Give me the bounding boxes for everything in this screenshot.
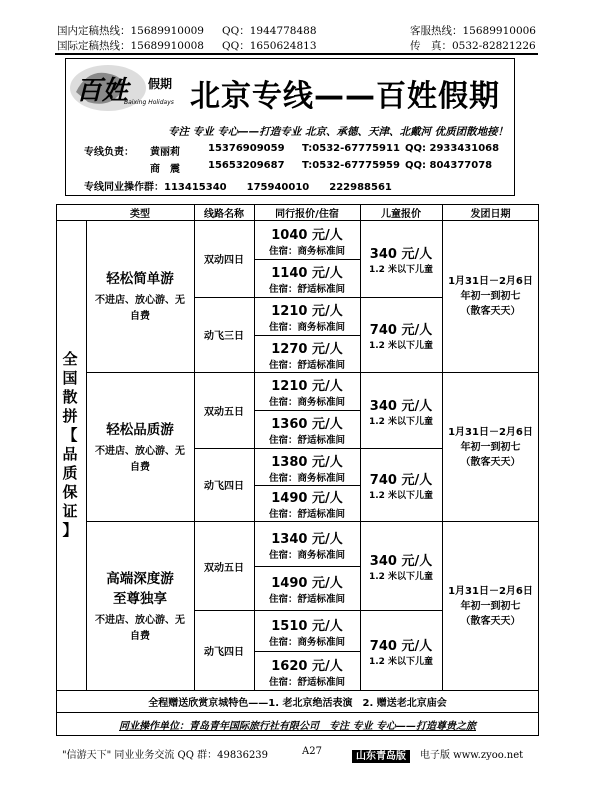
date-note: （散客天天） [460,456,521,468]
page-number: A27 [302,746,322,757]
group-cell [86,373,194,521]
child-price: 740 元/人 [369,472,433,488]
contact-qq: QQ: 804377078 [405,160,493,171]
th-route: 线路名称 [204,208,244,220]
child-note: 1.2 米以下儿童 [368,264,434,275]
price-value: 1620 元/人 [271,658,343,674]
group-cell [86,220,194,372]
slogan: 专注 专业 专心——打造专业 北京、承德、天津、北戴河 优质团散地接！ [168,126,509,138]
price-cell [254,221,360,259]
room-type: 住宿：商务标准间 [268,636,345,648]
price-value: 1210 元/人 [271,304,343,319]
edition-badge [352,744,410,763]
group-sub: 不进店、放心游、无自费 [95,615,185,642]
price-cell [254,652,360,690]
price-value: 1380 元/人 [271,454,343,470]
child-note: 1.2 米以下儿童 [368,656,434,667]
logo-text: 假期 [148,77,173,91]
th-price: 同行报价/住宿 [275,208,339,220]
contact-tel: T:0532-67775959 [302,160,400,171]
room-type: 住宿：舒适标准间 [268,509,345,520]
room-type: 住宿：商务标准间 [268,245,345,257]
child-cell [360,611,442,690]
route-name: 双动四日 [204,255,244,266]
edition-badge-text: 山东青岛版 [352,750,410,763]
price-value: 1270 元/人 [271,341,343,357]
price-value: 1040 元/人 [271,227,343,243]
side-label: 全 国 散 拼 【 品 质 保 证 】 [62,350,78,539]
date-desc: 年初一到初七 [460,441,521,453]
price-cell [254,411,360,448]
international-hotline: 国际定稿热线：15689910008 [57,40,204,52]
service-hotline: 客服热线：15689910006 [410,25,536,37]
date-cell [442,373,539,521]
child-price: 740 元/人 [369,322,433,338]
date-range: 1月31日－2月6日 [448,275,533,287]
website-info: 电子版 www.zyoo.net [420,750,524,761]
child-note: 1.2 米以下儿童 [368,416,434,427]
price-value: 1360 元/人 [271,417,343,432]
price-value: 1340 元/人 [271,531,343,547]
price-value: 1490 元/人 [271,491,343,506]
date-cell [442,220,539,372]
child-cell [360,297,442,372]
route-name: 动飞四日 [204,647,244,658]
group-name-2: 至尊独享 [113,591,167,607]
group-name: 轻松品质游 [106,422,174,438]
room-type: 住宿：商务标准间 [268,397,345,408]
route-name: 动飞四日 [204,481,244,492]
child-note: 1.2 米以下儿童 [368,490,434,501]
brand-logo [68,62,186,114]
child-price: 340 元/人 [369,246,433,262]
header-rule [55,53,538,55]
price-value: 1510 元/人 [271,618,343,634]
price-cell [254,522,360,566]
date-range: 1月31日－2月6日 [448,585,533,597]
route-name: 双动五日 [204,562,244,574]
date-range: 1月31日－2月6日 [448,426,533,438]
date-cell [442,522,539,690]
group-sub: 不进店、放心游、无自费 [95,446,185,473]
child-price: 340 元/人 [369,554,433,569]
contact-tel: T:0532-67775911 [302,143,400,154]
price-cell [254,336,360,372]
child-cell [360,522,442,610]
date-desc: 年初一到初七 [460,290,521,302]
room-type: 住宿：舒适标准间 [268,284,345,295]
child-price: 740 元/人 [369,638,433,654]
group-name: 轻松简单游 [106,271,174,287]
group-line: 专线同业操作群：113415340 175940010 222988561 [84,182,392,193]
price-value: 1490 元/人 [271,576,343,591]
logo-subtext: Baixing Holidays [124,99,174,106]
contact-qq: QQ: 2933431068 [405,143,500,154]
logo-chars: 百姓 [76,76,129,106]
room-type: 住宿：舒适标准间 [268,594,345,605]
price-value: 1210 元/人 [271,379,343,394]
th-type: 类型 [130,208,150,220]
domestic-qq: QQ：1944778488 [222,25,317,37]
group-sub: 不进店、放心游、无自费 [95,295,185,322]
date-note: （散客天天） [460,615,521,627]
child-note: 1.2 米以下儿童 [368,340,434,351]
contact-role: 专线负责： [84,147,134,158]
route-name: 双动五日 [204,407,244,418]
route-name: 动飞三日 [204,331,244,342]
child-price: 340 元/人 [369,398,433,414]
international-qq: QQ：1650624813 [222,40,317,52]
room-type: 住宿：商务标准间 [268,549,345,561]
fax-number: 传 真：0532-82821226 [410,40,536,52]
group-cell [86,522,194,690]
child-cell [360,220,442,297]
contact-mobile: 15376909059 [208,143,285,154]
price-cell [254,298,360,335]
room-type: 住宿：舒适标准间 [268,435,345,446]
room-type: 住宿：舒适标准间 [268,676,345,688]
price-cell [254,449,360,485]
price-cell [254,486,360,521]
th-date: 发团日期 [470,208,511,220]
date-note: （散客天天） [460,305,521,317]
room-type: 住宿：舒适标准间 [268,359,345,371]
page-title: 北京专线——百姓假期 [190,79,500,114]
domestic-hotline: 国内定稿热线：15689910009 [57,25,204,37]
room-type: 住宿：商务标准间 [268,322,345,333]
child-note: 1.2 米以下儿童 [368,572,434,582]
contact-name: 黄丽莉 [150,147,180,158]
price-cell [254,373,360,410]
operator-note: 同业操作单位：青岛青年国际旅行社有限公司 专注 专业 专心——打造尊贵之旅 [119,721,476,732]
price-cell [254,567,360,610]
group-name: 高端深度游 [106,571,174,587]
contact-name: 商 震 [150,164,180,175]
th-child: 儿童报价 [381,208,421,220]
price-cell [254,260,360,297]
child-cell [360,373,442,448]
room-type: 住宿：商务标准间 [268,472,345,484]
child-cell [360,448,442,521]
qq-group-info: "信游天下" 同业业务交流 QQ 群：49836239 [62,750,269,761]
gift-note: 全程赠送欣赏京城特色——1. 老北京绝活表演 2. 赠送老北京庙会 [148,698,447,709]
contact-mobile: 15653209687 [208,160,285,171]
price-cell [254,611,360,651]
price-value: 1140 元/人 [271,266,343,281]
date-desc: 年初一到初七 [460,600,521,612]
